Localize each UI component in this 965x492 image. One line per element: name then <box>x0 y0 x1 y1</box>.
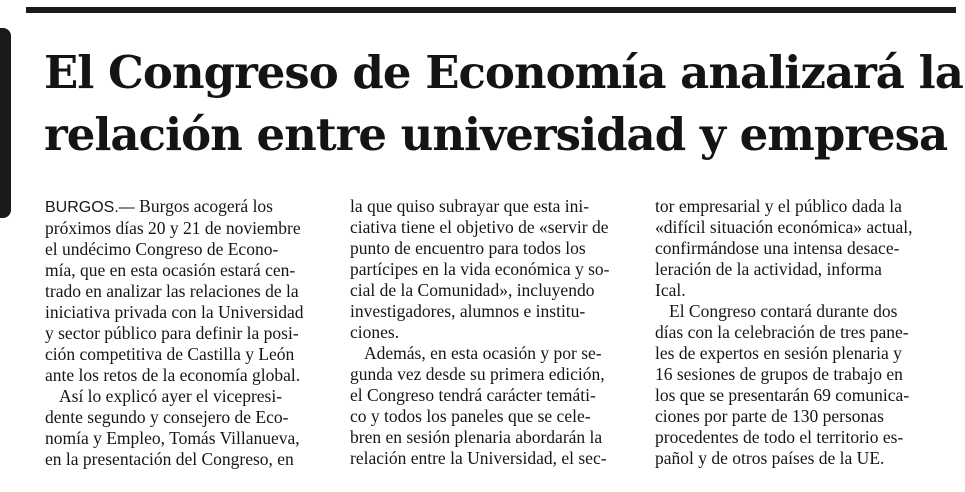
article-column-2 <box>350 196 640 469</box>
column-line: dente segundo y consejero de Eco- <box>45 407 289 427</box>
column-line: Así lo explicó ayer el vicepresi- <box>59 386 283 406</box>
column-line: iniciativa privada con la Universidad <box>45 302 304 322</box>
article-column-1 <box>45 196 330 470</box>
column-line: mía, que en esta ocasión estará cen- <box>45 260 296 280</box>
column-line: punto de encuentro para todos los <box>350 238 586 258</box>
column-line: el undécimo Congreso de Econo- <box>45 239 279 259</box>
column-line: ante los retos de la economía global. <box>45 365 301 385</box>
column-line: bren en sesión plenaria abordarán la <box>350 427 603 447</box>
column-line: trado en analizar las relaciones de la <box>45 281 299 301</box>
column-line: Además, en esta ocasión y por se- <box>364 343 602 363</box>
column-line: investigadores, alumnos e institu- <box>350 301 586 321</box>
scan-edge-shadow <box>0 28 11 218</box>
headline <box>44 42 963 166</box>
column-line: ciones por parte de 130 personas <box>655 406 884 426</box>
column-line: ciativa tiene el objetivo de «servir de <box>350 217 609 237</box>
column-line: los que se presentarán 69 comunica- <box>655 385 910 405</box>
column-line: tor empresarial y el público dada la <box>655 196 902 216</box>
column-line: pañol y de otros países de la UE. <box>655 448 885 468</box>
column-line: confirmándose una intensa desace- <box>655 238 900 258</box>
column-line: BURGOS.— Burgos acogerá los <box>45 196 273 216</box>
column-line: ción competitiva de Castilla y León <box>45 344 295 364</box>
column-line: próximos días 20 y 21 de noviembre <box>45 218 301 238</box>
column-line: Ical. <box>655 280 686 300</box>
column-line: ciones. <box>350 322 400 342</box>
column-line: en la presentación del Congreso, en <box>45 449 294 469</box>
column-line: partícipes en la vida económica y so- <box>350 259 610 279</box>
article-column-3 <box>655 196 945 469</box>
column-line: 16 sesiones de grupos de trabajo en <box>655 364 903 384</box>
column-line: la que quiso subrayar que esta ini- <box>350 196 590 216</box>
column-line: procedentes de todo el territorio es- <box>655 427 904 447</box>
top-rule <box>26 7 956 13</box>
column-line: les de expertos en sesión plenaria y <box>655 343 902 363</box>
column-line: cial de la Comunidad», incluyendo <box>350 280 595 300</box>
column-line: El Congreso contará durante dos <box>669 301 898 321</box>
column-line: nomía y Empleo, Tomás Villanueva, <box>45 428 300 448</box>
column-line: el Congreso tendrá carácter temáti- <box>350 385 596 405</box>
column-line: leración de la actividad, informa <box>655 259 882 279</box>
column-line: co y todos los paneles que se cele- <box>350 406 591 426</box>
column-line: relación entre la Universidad, el sec- <box>350 448 607 468</box>
headline-line-2: relación entre universidad y empresa <box>44 108 948 161</box>
headline-line-1: El Congreso de Economía analizará la <box>44 46 963 99</box>
column-line: días con la celebración de tres pane- <box>655 322 909 342</box>
column-line: y sector público para definir la posi- <box>45 323 299 343</box>
dateline: BURGOS.— <box>45 199 135 216</box>
column-line: «difícil situación económica» actual, <box>655 217 913 237</box>
column-line: gunda vez desde su primera edición, <box>350 364 605 384</box>
